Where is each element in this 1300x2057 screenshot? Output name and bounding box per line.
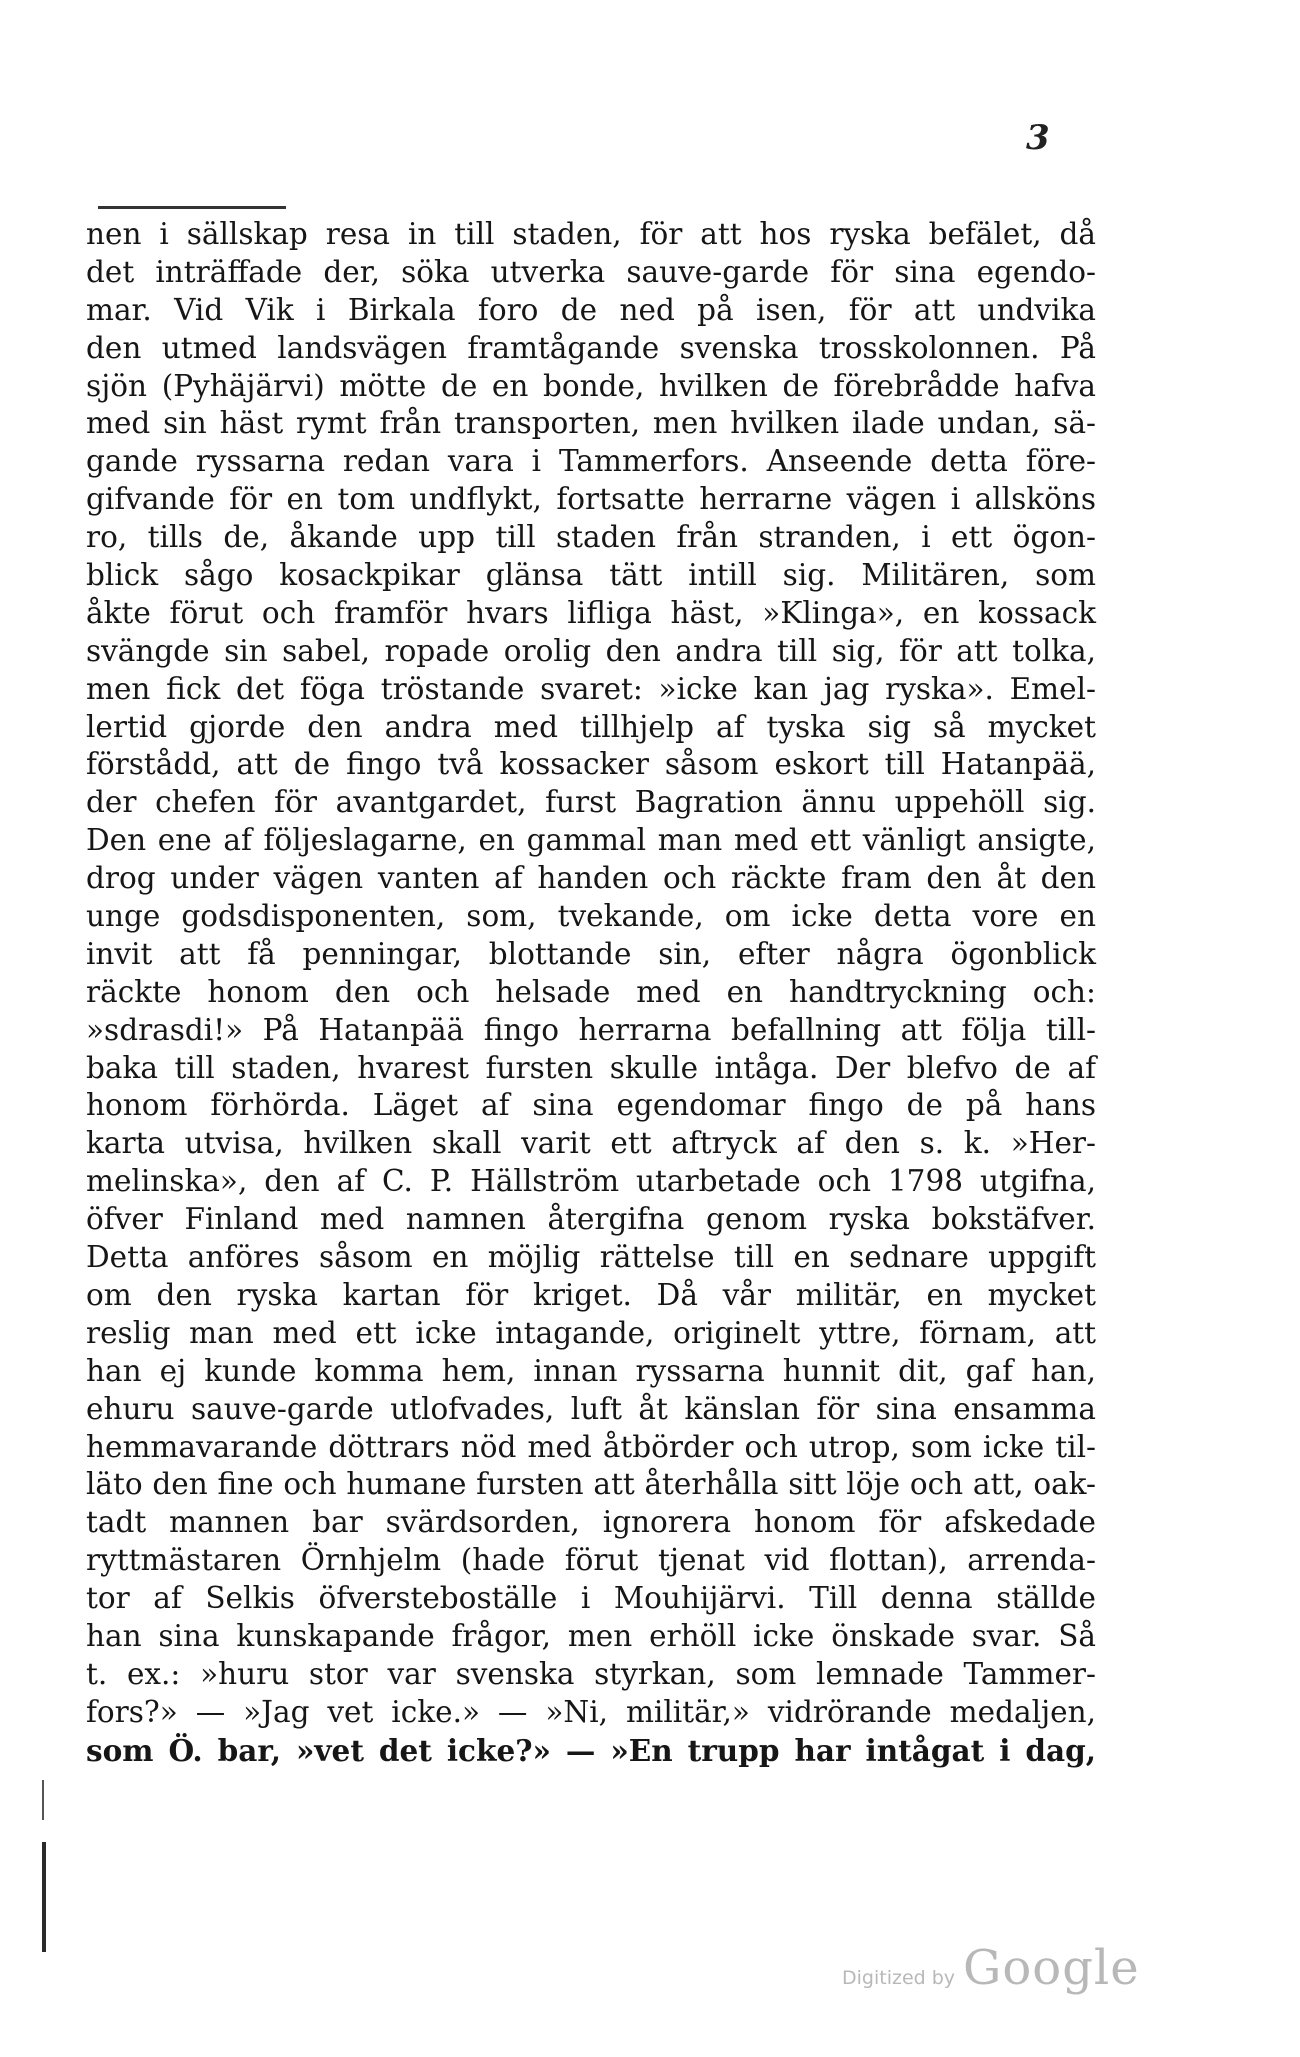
margin-mark — [42, 1780, 44, 1820]
text-line: Den ene af följeslagarne, en gammal man med ett vänligt ansigte, — [86, 823, 1096, 858]
watermark — [842, 1940, 1140, 1996]
text-line: den utmed landsvägen framtågande svenska trosskolonnen. På — [86, 330, 1096, 365]
text-line: nen i sällskap resa in till staden, för att hos ryska befälet, då — [86, 217, 1096, 251]
text-line: sjön (Pyhäjärvi) mötte de en bonde, hvilken de förebrådde hafva — [86, 368, 1096, 403]
text-line: karta utvisa, hvilken skall varit ett aftryck af den s. k. »Her- — [86, 1126, 1096, 1161]
text-line: blick sågo kosackpikar glänsa tätt intill sig. Militären, som — [86, 558, 1096, 593]
text-line: ryttmästaren Örnhjelm (hade förut tjenat vid flottan), arrenda- — [86, 1543, 1096, 1578]
text-line: tadt mannen bar svärdsorden, ignorera honom för afskedade — [86, 1505, 1096, 1540]
margin-mark — [42, 1842, 46, 1952]
text-line: drog under vägen vanten af handen och räckte fram den åt den — [86, 861, 1096, 896]
text-line: tor af Selkis öfversteboställe i Mouhijärvi. Till denna ställde — [86, 1581, 1096, 1616]
text-line: gande ryssarna redan vara i Tammerfors. Anseende detta före- — [86, 444, 1096, 479]
text-line: åkte förut och framför hvars lifliga häst, »Klinga», en kossack — [86, 595, 1096, 630]
text-line: med sin häst rymt från transporten, men hvilken ilade undan, sä- — [86, 406, 1096, 441]
text-line: det inträffade der, söka utverka sauve-garde för sina egendo- — [86, 254, 1096, 289]
watermark-prefix: Digitized by — [842, 1967, 956, 1989]
text-line: räckte honom den och helsade med en handtryckning och: — [86, 974, 1096, 1009]
watermark-brand: Google — [963, 1940, 1140, 1996]
text-line: unge godsdisponenten, som, tvekande, om icke detta vore en — [86, 899, 1096, 934]
text-line: t. ex.: »huru stor var svenska styrkan, som lemnade Tammer- — [86, 1656, 1096, 1691]
body-text — [86, 216, 1096, 1770]
text-line: ro, tills de, åkande upp till staden från stranden, i ett ögon- — [86, 520, 1096, 555]
text-line: som Ö. bar, »vet det icke?» — »En trupp har intågat i dag, — [86, 1732, 1096, 1768]
text-line: melinska», den af C. P. Hällström utarbetade och 1798 utgifna, — [86, 1164, 1096, 1199]
text-line: der chefen för avantgardet, furst Bagration ännu uppehöll sig. — [86, 785, 1096, 820]
text-line: Detta anföres såsom en möjlig rättelse till en sednare uppgift — [86, 1240, 1096, 1275]
text-line: invit att få penningar, blottande sin, efter några ögonblick — [86, 936, 1096, 971]
text-line: lertid gjorde den andra med tillhjelp af tyska sig så mycket — [86, 709, 1096, 744]
text-line: hemmavarande döttrars nöd med åtbörder och utrop, som icke til- — [86, 1429, 1096, 1464]
text-line: fors?» — »Jag vet icke.» — »Ni, militär,» vidrörande medaljen, — [86, 1694, 1096, 1729]
text-line: han sina kunskapande frågor, men erhöll icke önskade svar. Så — [86, 1618, 1096, 1653]
text-line: baka till staden, hvarest fursten skulle intåga. Der blefvo de af — [86, 1050, 1096, 1085]
text-line: om den ryska kartan för kriget. Då vår militär, en mycket — [86, 1277, 1096, 1312]
text-line: han ej kunde komma hem, innan ryssarna hunnit dit, gaf han, — [86, 1353, 1096, 1388]
text-line: ehuru sauve-garde utlofvades, luft åt känslan för sina ensamma — [86, 1391, 1096, 1426]
margin-marks — [40, 1780, 46, 1960]
text-line: men fick det föga tröstande svaret: »icke kan jag ryska». Emel- — [86, 671, 1096, 706]
text-line: öfver Finland med namnen återgifna genom ryska bokstäfver. — [86, 1202, 1096, 1237]
text-line: gifvande för en tom undflykt, fortsatte herrarne vägen i allsköns — [86, 482, 1096, 517]
text-line: läto den fine och humane fursten att återhålla sitt löje och att, oak- — [86, 1467, 1096, 1502]
page-number: 3 — [1026, 118, 1050, 158]
text-line: »sdrasdi!» På Hatanpää fingo herrarna befallning att följa till- — [86, 1012, 1096, 1047]
text-line: förstådd, att de fingo två kossacker såsom eskort till Hatanpää, — [86, 747, 1096, 782]
text-line: svängde sin sabel, ropade orolig den andra till sig, för att tolka, — [86, 633, 1096, 668]
text-line: reslig man med ett icke intagande, originelt yttre, förnam, att — [86, 1315, 1096, 1350]
text-line: honom förhörda. Läget af sina egendomar fingo de på hans — [86, 1088, 1096, 1123]
text-line: mar. Vid Vik i Birkala foro de ned på isen, för att undvika — [86, 292, 1096, 327]
header-rule — [98, 206, 286, 209]
